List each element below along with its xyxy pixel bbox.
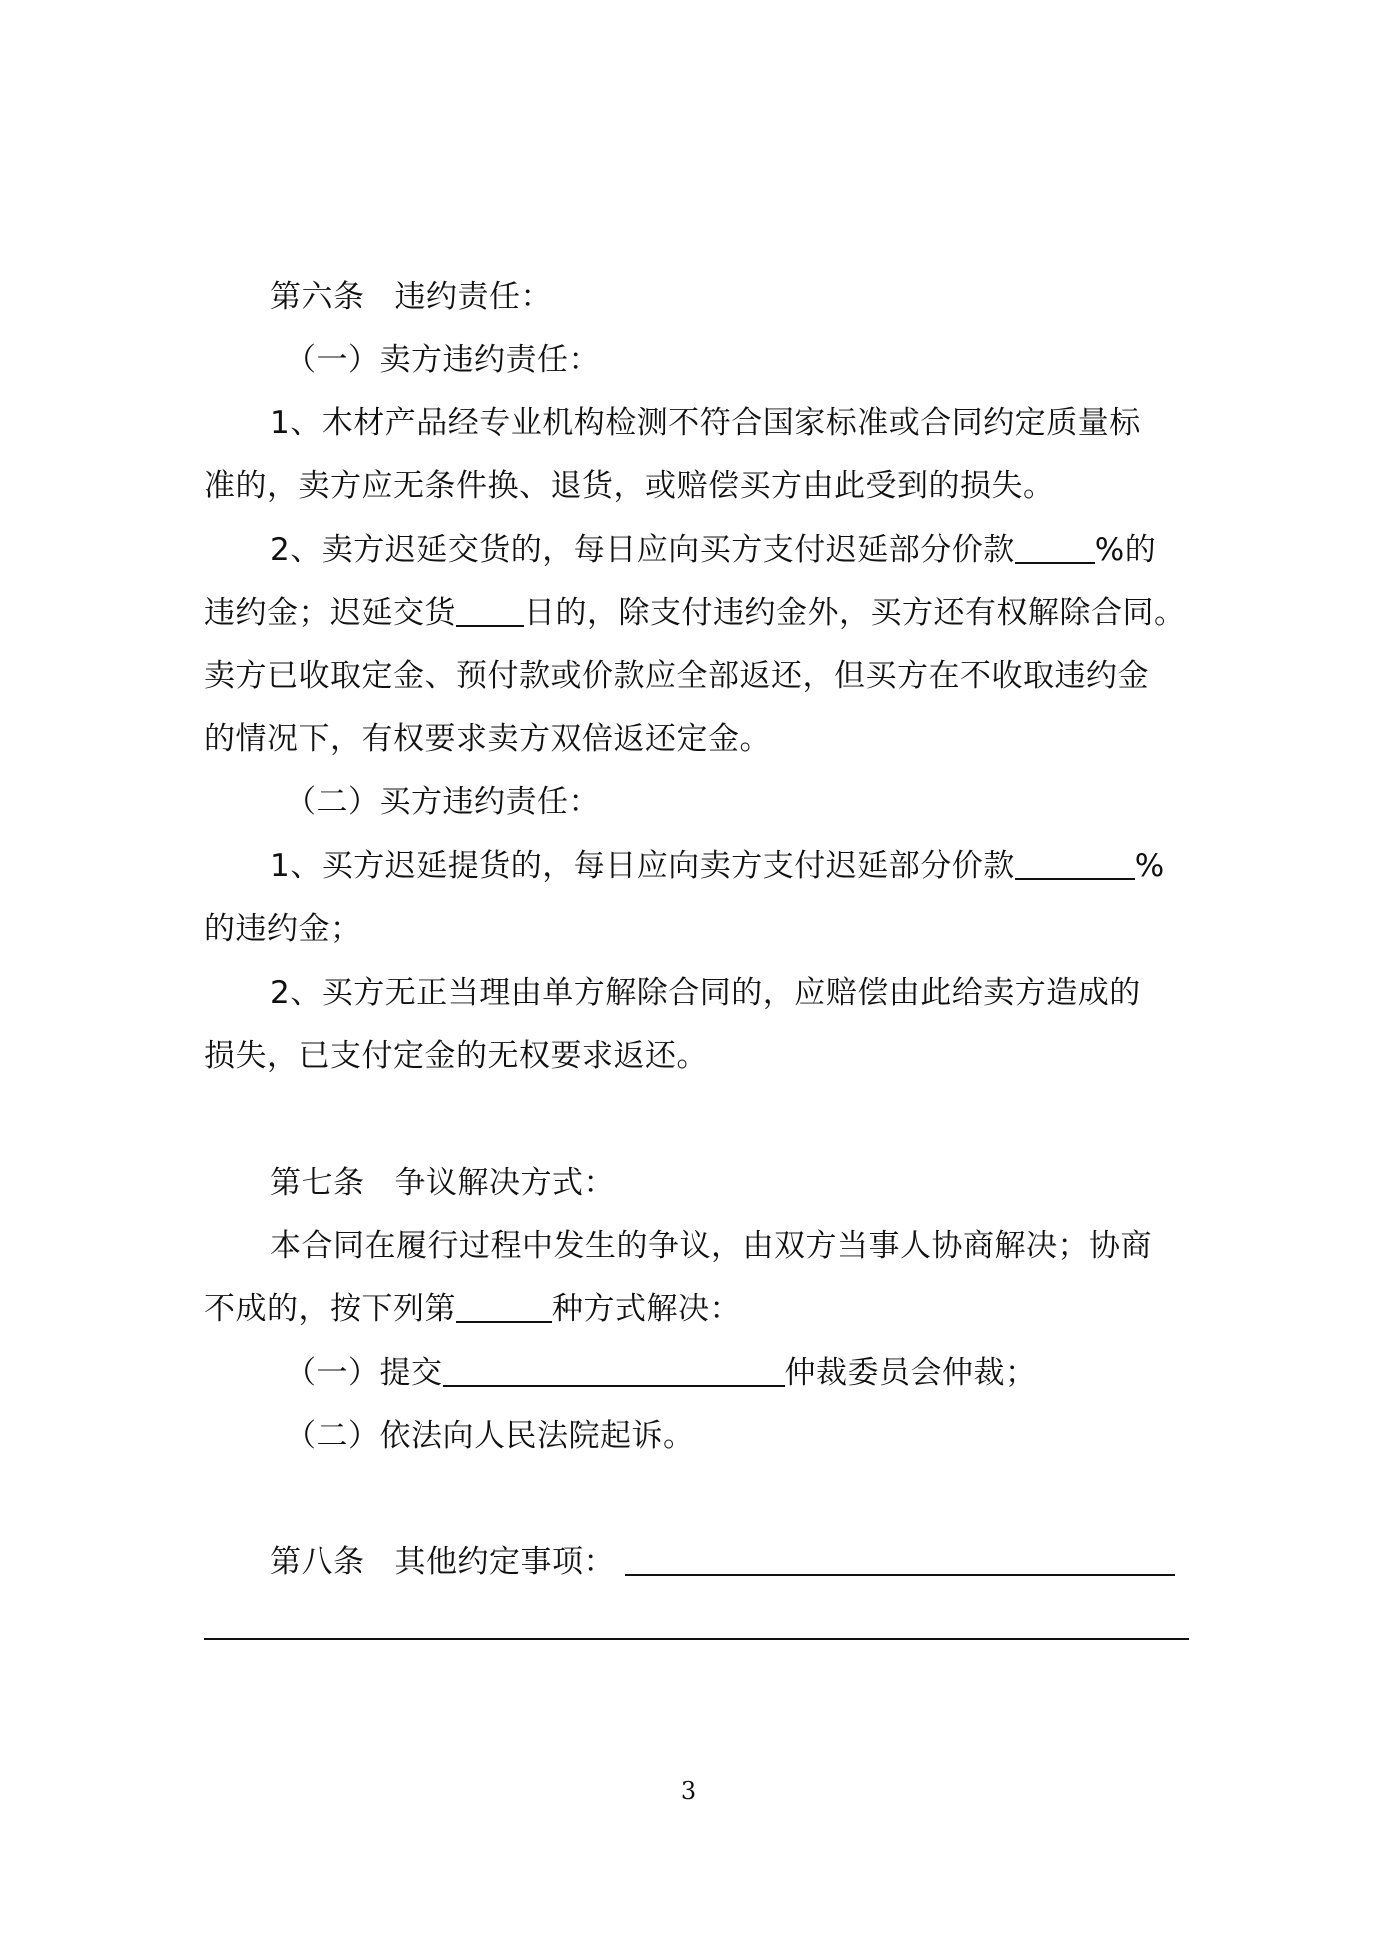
buyer-penalty-percent-blank[interactable] bbox=[1015, 848, 1135, 880]
buyer-clause1-line1 bbox=[270, 846, 1255, 886]
seller-clause1-line1: 1、木材产品经专业机构检测不符合国家标准或合同约定质量标 bbox=[270, 405, 1141, 441]
seller-clause2-line3: 卖方已收取定金、预付款或价款应全部返还，但买方在不收取违约金 bbox=[204, 658, 1149, 694]
article6-heading bbox=[270, 277, 1255, 317]
buyer-clause1-line2: 的违约金； bbox=[204, 911, 362, 947]
seller-clause2-text-d: 日的，除支付违约金外，买方还有权解除合同。 bbox=[524, 595, 1186, 631]
article7-heading bbox=[270, 1163, 1255, 1203]
method-number-blank[interactable] bbox=[456, 1291, 552, 1323]
buyer-clause1-text-a: 1、买方迟延提货的，每日应向卖方支付迟延部分价款 bbox=[270, 848, 1015, 884]
arbitration-option bbox=[285, 1353, 1270, 1393]
penalty-percent-blank[interactable] bbox=[1015, 532, 1095, 564]
article7-line2 bbox=[204, 1289, 1189, 1329]
article6-title: 违约责任： bbox=[394, 279, 552, 315]
seller-clause2-line1 bbox=[270, 530, 1255, 570]
article8-heading bbox=[270, 1542, 1190, 1582]
buyer-clause2-line2: 损失，已支付定金的无权要求返还。 bbox=[204, 1038, 708, 1074]
seller-clause2-line4: 的情况下，有权要求卖方双倍返还定金。 bbox=[204, 721, 771, 757]
article7-number: 第七条 bbox=[270, 1165, 365, 1201]
seller-clause1-line2: 准的，卖方应无条件换、退货，或赔偿买方由此受到的损失。 bbox=[204, 468, 1055, 504]
buyer-clause1-text-b: % bbox=[1134, 848, 1165, 884]
arbitration-text-b: 仲裁委员会仲裁； bbox=[784, 1355, 1037, 1391]
seller-clause2-text-a: 2、卖方迟延交货的，每日应向买方支付迟延部分价款 bbox=[270, 532, 1015, 568]
buyer-liability-heading: （二）买方违约责任： bbox=[285, 784, 600, 820]
page-number: 3 bbox=[680, 1777, 697, 1805]
article7-text-a: 不成的，按下列第 bbox=[204, 1291, 456, 1327]
other-terms-blank-2[interactable] bbox=[204, 1638, 1189, 1640]
article6-number: 第六条 bbox=[270, 279, 365, 315]
delay-days-blank[interactable] bbox=[456, 595, 524, 627]
arbitration-committee-blank[interactable] bbox=[443, 1355, 785, 1387]
other-terms-blank-1[interactable] bbox=[625, 1544, 1175, 1576]
article7-line1: 本合同在履行过程中发生的争议，由双方当事人协商解决；协商 bbox=[270, 1228, 1152, 1264]
arbitration-text-a: （一）提交 bbox=[285, 1355, 443, 1391]
litigation-option: （二）依法向人民法院起诉。 bbox=[285, 1418, 695, 1454]
seller-clause2-text-b: %的 bbox=[1094, 532, 1157, 568]
buyer-clause2-line1: 2、买方无正当理由单方解除合同的，应赔偿由此给卖方造成的 bbox=[270, 975, 1141, 1011]
seller-liability-heading: （一）卖方违约责任： bbox=[285, 342, 600, 378]
article8-number: 第八条 bbox=[270, 1544, 365, 1580]
seller-clause2-text-c: 违约金；迟延交货 bbox=[204, 595, 456, 631]
seller-clause2-line2 bbox=[204, 593, 1189, 633]
article7-text-b: 种方式解决： bbox=[552, 1291, 741, 1327]
article7-title: 争议解决方式： bbox=[394, 1165, 615, 1201]
article8-title: 其他约定事项： bbox=[394, 1544, 615, 1580]
